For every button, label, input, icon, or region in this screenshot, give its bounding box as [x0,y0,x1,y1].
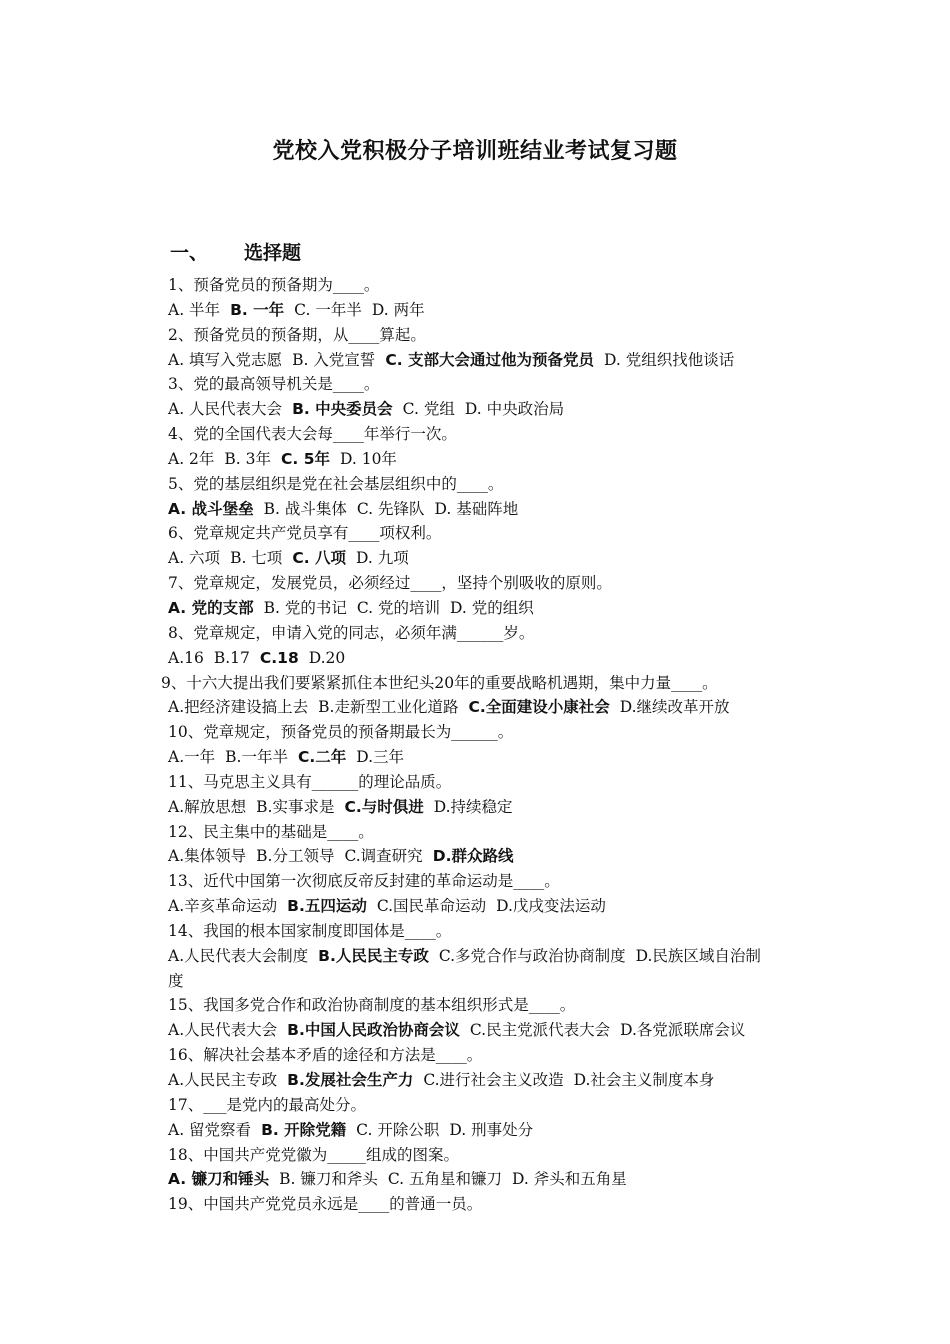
answer-option: B. 镰刀和斧头 [279,1170,378,1189]
answer-option: B.一年半 [225,748,288,767]
question-text: 13、近代中国第一次彻底反帝反封建的革命运动是____。 [168,872,560,891]
answer-option: C.国民革命运动 [376,897,487,916]
answer-option: C.民主党派代表大会 [469,1021,611,1040]
answer-option: A. 留党察看 [168,1120,252,1139]
options-line [168,497,808,522]
options-line [168,844,808,869]
question-text: 1、预备党员的预备期为____。 [168,276,380,294]
correct-answer-option: B.五四运动 [287,897,367,916]
answer-option: D.戊戌变法运动 [496,897,606,916]
question-text: 15、我国多党合作和政治协商制度的基本组织形式是____。 [168,996,576,1015]
answer-option: C.调查研究 [344,847,423,866]
answer-option: D.持续稳定 [433,797,513,816]
correct-answer-option: B.人民民主专政 [318,946,429,965]
page-title: 党校入党积极分子培训班结业考试复习题 [272,139,678,164]
correct-answer-option: A. 党的支部 [168,598,254,617]
correct-answer-option: C.18 [259,648,299,667]
answer-option: D. 党组织找他谈话 [603,350,735,369]
answer-option: D.各党派联席会议 [620,1021,746,1040]
correct-answer-option: B. 开除党籍 [261,1120,347,1139]
answer-option: C.进行社会主义改造 [423,1071,564,1089]
correct-answer-option: C.全面建设小康社会 [468,698,610,717]
correct-answer-option: A. 战斗堡垒 [168,499,254,518]
options-line [168,944,808,969]
question-text: 6、党章规定共产党员享有____项权利。 [168,524,442,543]
options-line [168,298,808,323]
question-text: 11、马克思主义具有______的理论品质。 [168,772,452,791]
answer-option: D. 刑事处分 [449,1120,534,1139]
correct-answer-option: C. 5年 [281,449,330,468]
options-line [168,447,808,472]
question-text: 9、十六大提出我们要紧紧抓住本世纪头20年的重要战略机遇期，集中力量____。 [161,673,718,692]
options-line [168,348,808,373]
correct-answer-option: B.发展社会生产力 [287,1071,414,1089]
options-line [168,1167,808,1192]
answer-option: B. 战斗集体 [263,499,347,518]
question-text: 10、党章规定，预备党员的预备期最长为______。 [168,723,514,742]
answer-option: A. 六项 [168,549,221,568]
options-line [168,546,808,571]
options-line [168,795,808,820]
answer-option: C. 一年半 [294,300,362,319]
answer-option: A.人民代表大会 [168,1021,278,1040]
answer-option: A.解放思想 [168,797,247,816]
answer-option: A.一年 [168,748,216,767]
correct-answer-option: A. 镰刀和锤头 [168,1170,270,1189]
question-text: 18、中国共产党党徽为_____组成的图案。 [168,1145,459,1164]
question-text: 14、我国的根本国家制度即国体是____。 [168,921,452,940]
answer-option: B.走新型工业化道路 [318,698,459,717]
question-text: 7、党章规定，发展党员，必须经过____，坚持个别吸收的原则。 [168,574,612,593]
options-line [168,695,808,720]
answer-option: B. 3年 [224,449,272,468]
question-text: 3、党的最高领导机关是____。 [168,375,380,394]
options-line [168,596,808,621]
answer-option: D. 中央政治局 [464,400,565,419]
answer-option: D. 10年 [339,449,397,468]
question-text: 4、党的全国代表大会每____年举行一次。 [168,425,457,444]
answer-option: D.三年 [356,748,405,767]
answer-option: D.20 [308,648,346,667]
correct-answer-option: C.二年 [297,748,347,767]
answer-option: A. 半年 [168,300,221,319]
answer-option: B. 党的书记 [263,598,347,617]
correct-answer-option: D.群众路线 [432,847,514,866]
question-text: 5、党的基层组织是党在社会基层组织中的____。 [168,474,504,493]
options-line [168,1018,808,1043]
answer-option: B. 七项 [230,549,283,568]
answer-option: D.民族区域自治制 [635,946,761,965]
answer-option: A. 人民代表大会 [168,400,283,419]
answer-option: C. 党的培训 [356,598,440,617]
question-text: 16、解决社会基本矛盾的途径和方法是____。 [168,1046,483,1065]
correct-answer-option: C. 八项 [292,549,346,568]
answer-option: A.16 [168,648,204,667]
answer-option: C. 先锋队 [356,499,425,518]
answer-option: D. 基础阵地 [434,499,519,518]
answer-option: A.集体领导 [168,847,247,866]
correct-answer-option: C. 支部大会通过他为预备党员 [385,350,594,369]
answer-option: A.人民代表大会制度 [168,946,309,965]
answer-option: D. 两年 [371,300,425,319]
section-number: 一、 [170,242,209,264]
question-text: 2、预备党员的预备期，从____算起。 [168,325,426,344]
answer-option: A.辛亥革命运动 [168,897,278,916]
answer-option: C.多党合作与政治协商制度 [438,946,626,965]
answer-option: C. 开除公职 [356,1120,440,1139]
answer-option: A. 填写入党志愿 [168,350,283,369]
options-line [168,894,808,919]
answer-option: B.实事求是 [256,797,335,816]
answer-option: A. 2年 [168,449,215,468]
options-line [168,745,808,770]
options-line [168,397,808,422]
section-title: 选择题 [244,242,302,264]
answer-option: D. 九项 [355,549,409,568]
options-line [168,1118,808,1143]
section-heading [170,238,301,265]
correct-answer-option: B. 一年 [230,300,285,319]
answer-option: C. 党组 [402,400,455,419]
question-text: 17、___是党内的最高处分。 [168,1095,366,1114]
answer-option: D.继续改革开放 [619,698,730,717]
answer-option: D.社会主义制度本身 [573,1071,715,1089]
answer-option: A.人民民主专政 [168,1071,278,1089]
options-line [168,646,808,671]
question-text: 19、中国共产党党员永远是____的普通一员。 [168,1195,483,1214]
options-line-continuation: 度 [168,971,184,990]
options-line [168,1068,808,1093]
answer-option: D. 斧头和五角星 [512,1170,627,1189]
correct-answer-option: C.与时俱进 [344,797,424,816]
question-list [161,273,808,1217]
question-text: 12、民主集中的基础是____。 [168,822,374,841]
answer-option: C. 五角星和镰刀 [387,1170,502,1189]
answer-option: B. 入党宣誓 [292,350,376,369]
answer-option: A.把经济建设搞上去 [168,698,309,717]
correct-answer-option: B.中国人民政治协商会议 [287,1021,460,1040]
answer-option: B.17 [213,648,250,667]
answer-option: B.分工领导 [256,847,335,866]
answer-option: D. 党的组织 [450,598,534,617]
question-text: 8、党章规定，申请入党的同志，必须年满______岁。 [168,623,535,642]
correct-answer-option: B. 中央委员会 [292,400,393,419]
